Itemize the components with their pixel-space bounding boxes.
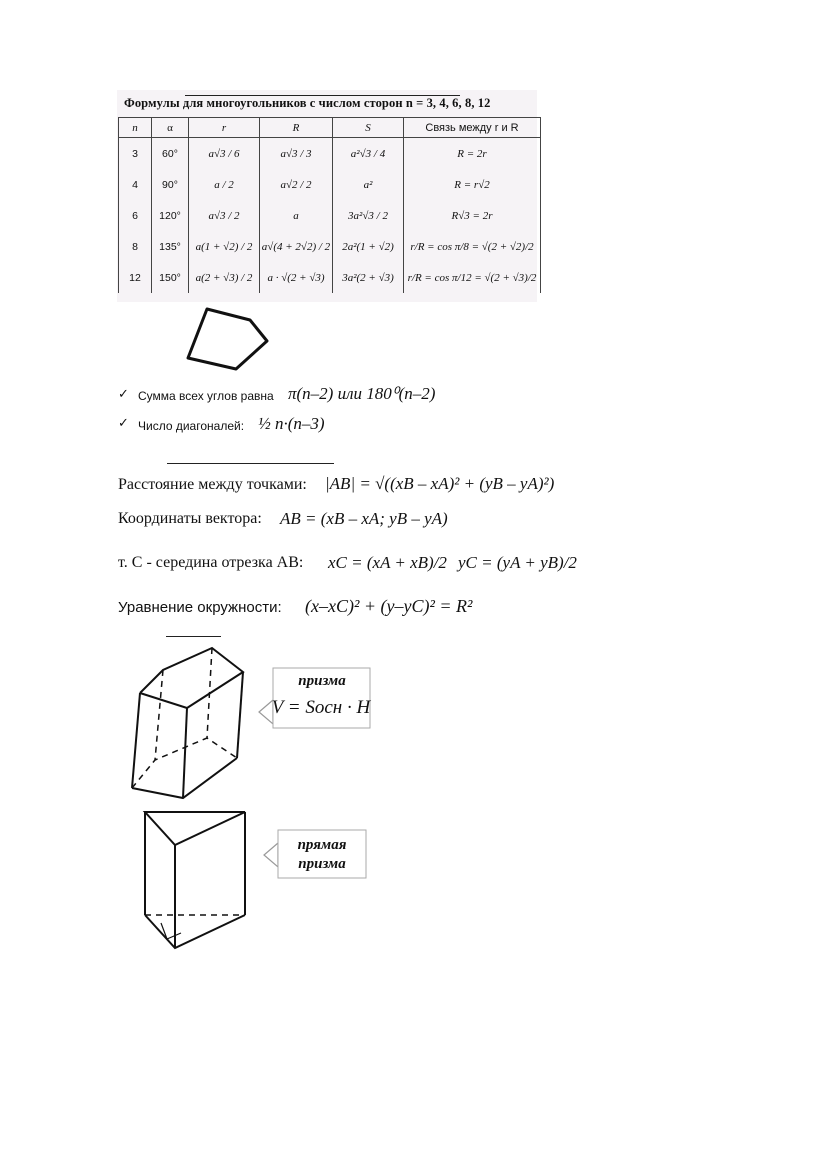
cell-S: a² [333,169,404,200]
prism-edge [237,672,243,758]
right-prism-label-line1: прямая [297,837,347,853]
prism-callout-title: призма [298,673,346,689]
angle-sum-label: Сумма всех углов равна [138,389,274,403]
prism-hidden-edge [155,670,163,760]
callout-arrow [264,843,278,867]
cell-R: a√(4 + 2√2) / 2 [260,231,333,262]
cell-r: a√3 / 6 [189,138,260,170]
vector-formula: AB = (xB – xA; yB – yA) [280,509,448,528]
cell-R: a · √(2 + √3) [260,262,333,293]
distance-formula: |AB| = √((xB – xA)² + (yB – yA)²) [325,474,555,493]
header-R: R [260,118,333,138]
cell-r: a(2 + √3) / 2 [189,262,260,293]
table-header-row [119,118,541,138]
cell-r: a(1 + √2) / 2 [189,231,260,262]
table-row [119,169,541,200]
cell-n: 3 [119,138,152,170]
cell-n: 12 [119,262,152,293]
pentagon-figure [180,300,280,375]
midpoint-x-formula: xC = (xA + xB)/2 [328,553,447,572]
cell-S: a²√3 / 4 [333,138,404,170]
prism-edge [183,708,187,798]
cell-S: 2a²(1 + √2) [333,231,404,262]
header-n: n [119,118,152,138]
right-prism-bottom-visible [145,915,245,948]
header-alpha: α [152,118,189,138]
header-relation: Связь между r и R [404,118,541,138]
vector-label: Координаты вектора: [118,510,262,527]
cell-alpha: 150° [152,262,189,293]
cell-n: 4 [119,169,152,200]
table-row [119,138,541,170]
table-row [119,200,541,231]
header-S: S [333,118,404,138]
cell-S: 3a²(2 + √3) [333,262,404,293]
pentagon-shape [188,309,267,369]
table-row [119,231,541,262]
section-rule [167,463,334,464]
cell-relation: R = 2r [404,138,541,170]
cell-n: 6 [119,200,152,231]
cell-n: 8 [119,231,152,262]
cell-r: a√3 / 2 [189,200,260,231]
polygon-formula-table [118,117,541,293]
prism-diagram [125,640,375,800]
cell-relation: R√3 = 2r [404,200,541,231]
table-title: Формулы для многоугольников с числом сторон n = 3, 4, 6, 8, 12 [124,96,491,110]
cell-alpha: 90° [152,169,189,200]
prism-top-face [140,648,243,708]
cell-R: a√3 / 3 [260,138,333,170]
angle-sum-formula: π(n–2) или 180⁰(n–2) [288,384,436,403]
circle-label: Уравнение окружности: [118,599,282,616]
section-rule-small [166,636,221,637]
cell-S: 3a²√3 / 2 [333,200,404,231]
right-prism-top-face [145,812,245,845]
right-prism-diagram [135,805,375,955]
cell-R: a [260,200,333,231]
midpoint-label: т. С - середина отрезка АВ: [118,554,304,571]
cell-R: a√2 / 2 [260,169,333,200]
distance-label: Расстояние между точками: [118,476,307,493]
cell-relation: r/R = cos π/8 = √(2 + √2)/2 [404,231,541,262]
checkmark-icon: ✓ [118,416,129,431]
cell-alpha: 60° [152,138,189,170]
table-row [119,262,541,293]
diagonals-label: Число диагоналей: [138,419,245,433]
cell-relation: r/R = cos π/12 = √(2 + √3)/2 [404,262,541,293]
header-r: r [189,118,260,138]
prism-edge [132,693,140,788]
checkmark-icon: ✓ [118,387,129,402]
diagonals-formula: ½ n·(n–3) [258,414,325,433]
cell-alpha: 120° [152,200,189,231]
prism-callout-formula: V = Sосн · H [271,697,371,718]
midpoint-y-formula: yC = (yA + yB)/2 [458,553,577,572]
cell-relation: R = r√2 [404,169,541,200]
right-prism-label-line2: призма [298,856,346,872]
circle-formula: (x–xC)² + (y–yC)² = R² [305,596,473,616]
cell-r: a / 2 [189,169,260,200]
cell-alpha: 135° [152,231,189,262]
